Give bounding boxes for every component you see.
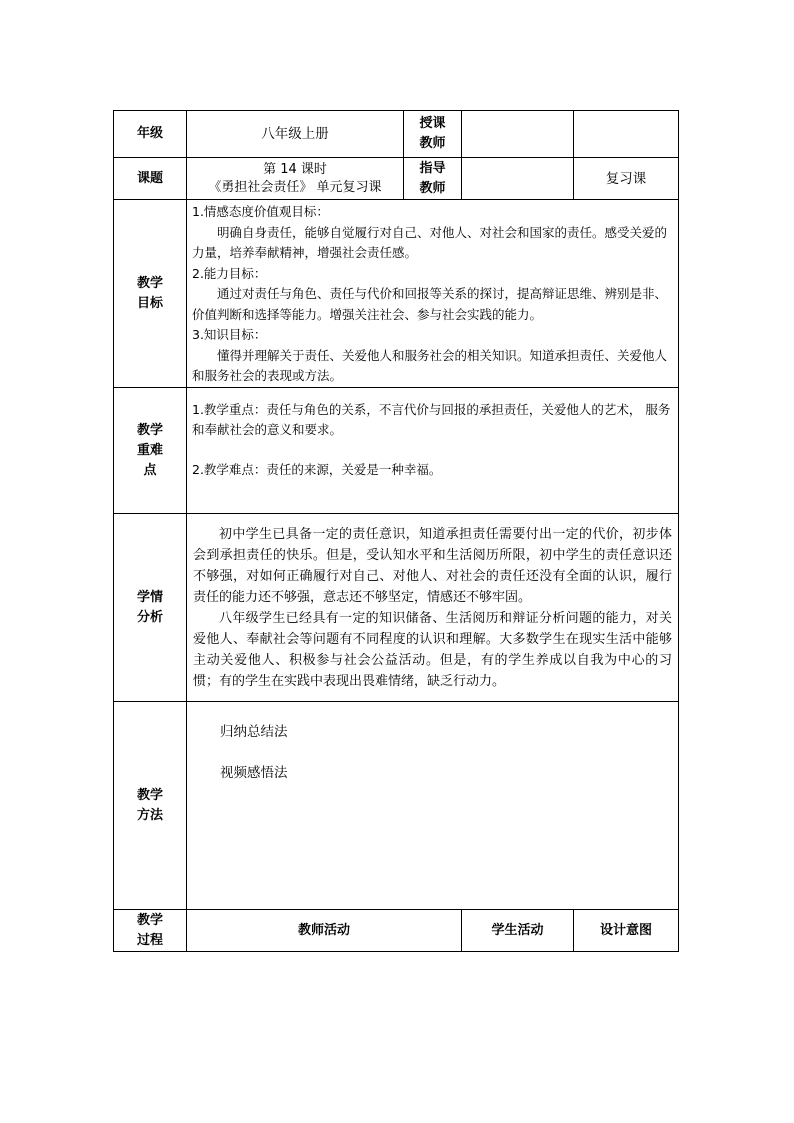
grade-value: 八年级上册 [187,111,404,158]
process-row [114,910,679,952]
topic-row [114,158,679,200]
topic-title-cell [187,158,404,200]
difficulty-content [187,388,679,514]
lesson-plan-table [113,110,679,952]
process-student-activity-header: 学生活动 [462,910,574,952]
difficulty-label: 教学重难点 [114,388,187,514]
method-1: 归纳总结法 [220,724,288,740]
lesson-title: 《勇担社会责任》 单元复习课 [208,179,382,195]
methods-row [114,702,679,910]
lesson-plan-sheet [113,110,678,952]
method-2: 视频感悟法 [220,765,288,781]
key-points: 1.教学重点：责任与角色的关系，不言代价与回报的承担责任，关爱他人的艺术， 服务和奉献社会的意义和要求。 [192,402,671,437]
objectives-row [114,200,679,388]
objectives-content [187,200,679,388]
difficult-points: 2.教学难点：责任的来源，关爱是一种幸福。 [192,462,442,477]
difficulty-row [114,388,679,514]
methods-content [187,702,679,910]
analysis-paragraph-2: 八年级学生已经具有一定的知识储备、生活阅历和辩证分析问题的能力，对关爱他人、奉献社会等问题有不同程度的认识和理解。大多数学生在现实生活中能够主动关爱他人、积极参与社会公益活动。但是，有的学生养成以自我为中心的习惯；有的学生在实践中表现出畏难情绪，缺乏行动力。 [193,610,672,689]
objective-heading-1: 1.情感态度价值观目标： [192,204,329,219]
process-label: 教学过程 [114,910,187,952]
lesson-number: 第 14 课时 [263,161,327,177]
process-teacher-activity-header: 教师活动 [187,910,462,952]
methods-label: 教学方法 [114,702,187,910]
objective-text-1: 明确自身责任，能够自觉履行对自己、对他人、对社会和国家的责任。感受关爱的力量，培养奉献精神，增强社会责任感。 [192,224,668,260]
objective-text-2: 通过对责任与角色、责任与代价和回报等关系的探讨，提高辩证思维、辨别是非、价值判断和选择等能力。增强关注社会、参与社会实践的能力。 [192,286,668,322]
analysis-content [187,514,679,702]
process-design-intent-header: 设计意图 [574,910,679,952]
guide-teacher-label: 指导教师 [404,158,462,200]
objective-heading-3: 3.知识目标： [192,327,267,342]
teacher-extra [574,111,679,158]
guide-teacher-value [462,158,574,200]
grade-label: 年级 [114,111,187,158]
teacher-value [462,111,574,158]
analysis-row [114,514,679,702]
analysis-label: 学情分析 [114,514,187,702]
teacher-label: 授课教师 [404,111,462,158]
grade-row [114,111,679,158]
lesson-type: 复习课 [574,158,679,200]
objective-heading-2: 2.能力目标： [192,265,267,281]
analysis-paragraph-1: 初中学生已具备一定的责任意识，知道承担责任需要付出一定的代价，初步体会到承担责任的快乐。但是，受认知水平和生活阅历所限，初中学生的责任意识还不够强，对如何正确履行对自己、对他人、对社会的责任还没有全面的认识，履行责任的能力还不够强，意志还不够坚定，情感还不够牢固。 [193,526,672,605]
objectives-label: 教学目标 [114,200,187,388]
topic-label: 课题 [114,158,187,200]
objective-text-3: 懂得并理解关于责任、关爱他人和服务社会的相关知识。知道承担责任、关爱他人和服务社会的表现或方法。 [192,347,668,383]
